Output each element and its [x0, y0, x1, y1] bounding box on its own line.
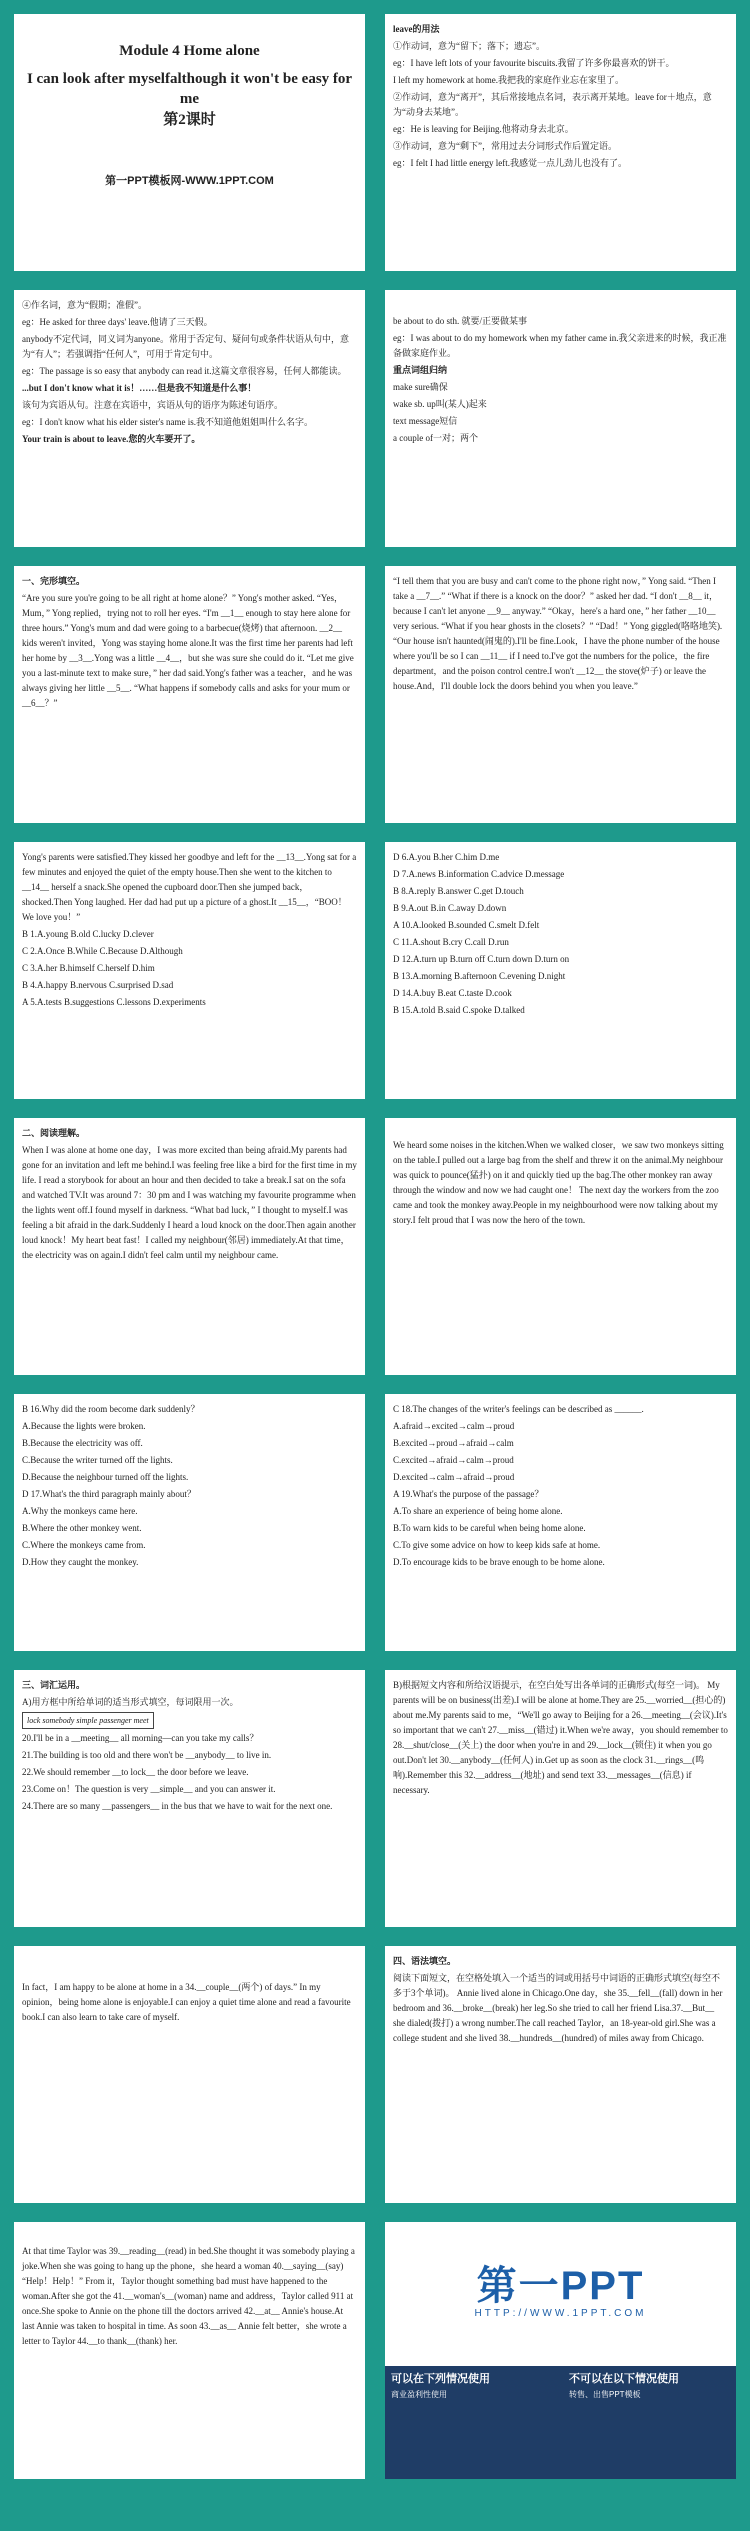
- text-line: ③作动词，意为“剩下”，常用过去分词形式作后置定语。: [393, 141, 617, 151]
- slide-vocab-b: [379, 1664, 742, 1933]
- slide-vocab-a: [8, 1664, 371, 1933]
- passage: Yong's parents were satisfied.They kissed her goodbye and left for the __13__.Yong sat for a few minutes and enjoyed the quiet of the empty house.Then she went to the kitchen to __14__ herself a snack.She opened the cupboard door.Then she jumped back，shocked.Then Yong laughed. Her dad had put up a picture of a ghost.It __15__，“BOO！We love you！”: [22, 852, 357, 922]
- question-line: C 18.The changes of the writer's feelings can be described as ______.: [393, 1404, 644, 1414]
- text-line: eg：He is leaving for Beijing.他将动身去北京。: [393, 124, 574, 134]
- choice-line: B.excited→proud→afraid→calm: [393, 1438, 514, 1448]
- choice-line: B.To warn kids to be careful when being home alone.: [393, 1523, 586, 1533]
- period-label: 第2课时: [163, 112, 216, 128]
- exercise-line: 20.I'll be in a __meeting__ all morning—can you take my calls？: [22, 1733, 259, 1743]
- choice-line: C.Because the writer turned off the lights.: [22, 1455, 173, 1465]
- text-line: anybody不定代词，同义词为anyone。常用于否定句、疑问句或条件状语从句中，意为“有人”；若强调指“任何人”，可用于肯定句中。: [22, 334, 349, 359]
- option-line: C 11.A.shout B.cry C.call D.run: [393, 937, 509, 947]
- slide-reading-questions-2: [379, 1388, 742, 1657]
- slide-cloze-options: [379, 836, 742, 1105]
- option-line: D 12.A.turn up B.turn off C.turn down D.turn on: [393, 954, 570, 964]
- passage: We heard some noises in the kitchen.When we walked closer，we saw two monkeys sitting on the table.I pulled out a large bag from the shelf and threw it on the animal.My neighbour was quick to pounce(猛扑) on it and quickly tied up the bag.The other monkey ran away through the window and now we had caught one！ The next day the workers from the zoo came and took the monkey away.People in my neighbourhood were now talking about my story.I felt proud that I was now the hero of the town.: [393, 1140, 724, 1225]
- option-line: A 5.A.tests B.suggestions C.lessons D.experiments: [22, 997, 206, 1007]
- slide-grammar-2: [8, 2216, 371, 2485]
- choice-line: A.afraid→excited→calm→proud: [393, 1421, 515, 1431]
- option-line: B 13.A.morning B.afternoon C.evening D.night: [393, 971, 566, 981]
- slide-cloze-3: [8, 836, 371, 1105]
- option-line: B 4.A.happy B.nervous C.surprised D.sad: [22, 980, 174, 990]
- question-line: B 16.Why did the room become dark suddenly？: [22, 1404, 200, 1414]
- brand-url: HTTP://WWW.1PPT.COM: [474, 2308, 647, 2319]
- passage: At that time Taylor was 39.__reading__(read) in bed.She thought it was somebody playing a joke.When she was going to hang up the phone，she heard a woman 40.__saying__(say) “Help！Help！” From it，Taylor thought something bad must have happened to the woman.After she got the 41.__woman's__(woman) name and address，Taylor called 911 at once.She spoke to Annie on the phone till the doctors arrived 42.__at__ Annie's house.At last Annie was taken to hospital in time. As soon 43.__as__ Annie felt better，she wrote a letter to Taylor 44.__to thank__(thank) her.: [22, 2246, 355, 2346]
- passage: When I was alone at home one day，I was more excited than being afraid.My parents had gone for an invitation and left me behind.I was feeling free like a bird for the first time in my life. I read a storybook for about an hour and then decided to take a break.I sat on the sofa and watched TV.It was around 7：30 pm and I was watching my favourite programme when the lights went off.I found myself in darkness. “What bad luck，” I thought to myself.I was feeling a bit afraid in the dark.Suddenly I heard a loud knock on the door.Then again another loud knock！My heart beat fast！I called my neighbour(邻居) immediately.At that time，the electricity was on again.I didn't feel calm until my neighbour came.: [22, 1145, 357, 1260]
- text-line: leave的用法: [393, 24, 440, 34]
- question-line: D 17.What's the third paragraph mainly about？: [22, 1489, 196, 1499]
- exercise-line: 23.Come on！The question is very __simple__ and you can answer it.: [22, 1784, 276, 1794]
- slide-reading-questions-1: [8, 1388, 371, 1657]
- text-line: a couple of一对；两个: [393, 433, 478, 443]
- slide-grammar-1: [379, 1940, 742, 2209]
- slide-reading-1: [8, 1112, 371, 1381]
- question-line: A 19.What's the purpose of the passage？: [393, 1489, 544, 1499]
- text-line: eg：I have left lots of your favourite biscuits.我留了许多你最喜欢的饼干。: [393, 58, 675, 68]
- slide-reading-2: [379, 1112, 742, 1381]
- instruction: A)用方框中所给单词的适当形式填空，每词限用一次。: [22, 1697, 239, 1707]
- passage: B)根据短文内容和所给汉语提示，在空白处写出各单词的正确形式(每空一词)。 My parents will be on business(出差).I will be alone at home.They are 25.__worried__(担心的) about me.My parents said to me，“We'll go away to Beijing for a 26.__meeting__(会议).It's so important that we can't 27.__miss__(错过) it.When we're away，you should remember to 28.__shut/close__(关上) the door when you're in and 29.__lock__(锁住) it when you go out.Don't let 30.__anybody__(任何人) in.Get up as soon as the clock 31.__rings__(鸣响).Remember this 32.__address__(地址) and send text 33.__messages__(信息) if necessary.: [393, 1680, 728, 1795]
- text-line: eg：I felt I had little energy left.我感觉一点儿劲儿也没有了。: [393, 158, 628, 168]
- choice-line: B.Because the electricity was off.: [22, 1438, 143, 1448]
- option-line: B 15.A.told B.said C.spoke D.talked: [393, 1005, 525, 1015]
- text-line: ②作动词，意为“离开”，其后常接地点名词，表示离开某地。leave for＋地点，意为“动身去某地”。: [393, 92, 712, 117]
- allowed-heading: 可以在下列情况使用: [391, 2373, 490, 2385]
- choice-line: C.Where the monkeys came from.: [22, 1540, 146, 1550]
- slide-leave-usage: [379, 8, 742, 277]
- text-line: 该句为宾语从句。注意在宾语中，宾语从句的语序为陈述句语序。: [22, 400, 284, 410]
- module-title: Module 4 Home alone: [119, 43, 260, 59]
- passage: “Are you sure you're going to be all right at home alone？” Yong's mother asked. “Yes，Mum，” Yong replied，trying not to roll her eyes. “I'm __1__ enough to stay here alone for three hours.” Yong's mum and dad were going to a barbecue(烧烤) that afternoon. __2__ kids weren't invited，Yong was staying home alone.It was the first time her parents had left her home by __3__.Yong was a little __4__，but she was sure she could do it. “Let me give you a last-minute text to make sure，” her dad said.Yong's father was a teacher，and he was always giving her little __5__. “What happens if somebody calls and asks for your mum or __6__？”: [22, 593, 354, 708]
- brand-logo: 第一PPT: [476, 2264, 645, 2308]
- option-line: B 9.A.out B.in C.away D.down: [393, 903, 507, 913]
- exercise-line: 22.We should remember __to lock__ the door before we leave.: [22, 1767, 249, 1777]
- choice-line: A.Because the lights were broken.: [22, 1421, 146, 1431]
- passage: 阅读下面短文，在空格处填入一个适当的词或用括号中词语的正确形式填空(每空不多于3个单词)。 Annie lived alone in Chicago.One day，she 35.__fell__(fall) down in her bedroom and 36.__broke__(break) her leg.So she tried to call her friend Lisa.37.__But__ she dialed(拨打) a wrong number.The call reached Taylor，an 18-year-old girl.She was a college student and she lived 38.__hundreds__(hundred) of miles away from Chicago.: [393, 1973, 723, 2043]
- choice-line: B.Where the other monkey went.: [22, 1523, 142, 1533]
- forbidden-heading: 不可以在以下情况使用: [569, 2373, 679, 2385]
- option-line: C 2.A.Once B.While C.Because D.Although: [22, 946, 183, 956]
- slide-anybody: [8, 284, 371, 553]
- slide-cloze-1: [8, 560, 371, 829]
- option-line: A 10.A.looked B.sounded C.smelt D.felt: [393, 920, 540, 930]
- exercise-line: 24.There are so many __passengers__ in the bus that we have to wait for the next one.: [22, 1801, 333, 1811]
- text-line: ①作动词，意为“留下；落下；遗忘”。: [393, 41, 545, 51]
- choice-line: D.To encourage kids to be brave enough to be home alone.: [393, 1557, 605, 1567]
- choice-line: A.Why the monkeys came here.: [22, 1506, 138, 1516]
- text-line: eg：The passage is so easy that anybody can read it.这篇文章很容易，任何人都能读。: [22, 366, 347, 376]
- text-line: eg：I was about to do my homework when my father came in.我父亲进来的时候，我正准备做家庭作业。: [393, 333, 727, 358]
- slide-cloze-2: [379, 560, 742, 829]
- lesson-title: I can look after myselfalthough it won't be easy for me: [26, 71, 353, 107]
- text-line: be about to do sth. 就要/正要做某事: [393, 316, 527, 326]
- slide-brand-ending: [379, 2216, 742, 2485]
- section-heading: 三、词汇运用。: [22, 1680, 86, 1690]
- option-line: C 3.A.her B.himself C.herself D.him: [22, 963, 155, 973]
- section-heading: 一、完形填空。: [22, 576, 86, 586]
- slide-phrases: [379, 284, 742, 553]
- allowed-text: 商业盈利性使用: [391, 2390, 447, 2399]
- text-line: make sure确保: [393, 382, 448, 392]
- passage: “I tell them that you are busy and can't come to the phone right now，” Yong said. “Then I take a __7__.” “What if there is a knock on the door？” asked her dad. “I don't __8__ it，because I can't let anyone __9__ anyway.” “Okay，here's a hard one，” her father __10__ very serious. “What if you hear ghosts in the closets？” “Dad！” Yong giggled(咯咯地笑). “Our house isn't haunted(闹鬼的).I'll be fine.Look，I have the phone number of the house where you'll be so I can __11__ if I need to.I've got the numbers for the police，the fire department，and the poison control centre.I won't __12__ the stove(炉子) or leave the house.And，I'll double lock the doors behind you when you leave.”: [393, 576, 723, 691]
- text-line: eg：I don't know what his elder sister's name is.我不知道他姐姐叫什么名字。: [22, 417, 313, 427]
- option-line: D 14.A.buy B.eat C.taste D.cook: [393, 988, 512, 998]
- text-line: 重点词组归纳: [393, 365, 448, 375]
- text-line: wake sb. up叫(某人)起来: [393, 399, 487, 409]
- text-line: ④作名词，意为“假期；准假”。: [22, 300, 147, 310]
- text-line: Your train is about to leave.您的火车要开了。: [22, 434, 201, 444]
- word-box: lock somebody simple passenger meet: [22, 1712, 154, 1729]
- choice-line: A.To share an experience of being home alone.: [393, 1506, 563, 1516]
- text-line: text message短信: [393, 416, 458, 426]
- option-line: B 1.A.young B.old C.lucky D.clever: [22, 929, 154, 939]
- choice-line: D.How they caught the monkey.: [22, 1557, 139, 1567]
- option-line: D 6.A.you B.her C.him D.me: [393, 852, 500, 862]
- slide-vocab-b-cont: [8, 1940, 371, 2209]
- text-line: eg：He asked for three days' leave.他请了三天假。: [22, 317, 213, 327]
- option-line: D 7.A.news B.information C.advice D.message: [393, 869, 565, 879]
- option-line: B 8.A.reply B.answer C.get D.touch: [393, 886, 524, 896]
- choice-line: C.To give some advice on how to keep kids safe at home.: [393, 1540, 601, 1550]
- text-line: I left my homework at home.我把我的家庭作业忘在家里了。: [393, 75, 624, 85]
- choice-line: C.excited→afraid→calm→proud: [393, 1455, 514, 1465]
- exercise-line: 21.The building is too old and there won't be __anybody__ to live in.: [22, 1750, 272, 1760]
- text-line: ...but I don't know what it is！……但是我不知道是什么事！: [22, 383, 257, 393]
- forbidden-text: 转售、出售PPT模板: [569, 2390, 641, 2399]
- section-heading: 二、阅读理解。: [22, 1128, 86, 1138]
- section-heading: 四、语法填空。: [393, 1956, 457, 1966]
- choice-line: D.Because the neighbour turned off the lights.: [22, 1472, 189, 1482]
- slide-title: [8, 8, 371, 277]
- site-watermark: 第一PPT模板网-WWW.1PPT.COM: [105, 175, 274, 187]
- choice-line: D.excited→calm→afraid→proud: [393, 1472, 515, 1482]
- passage: In fact，I am happy to be alone at home in a 34.__couple__(两个) of days.” In my opinion，being home alone is enjoyable.I can enjoy a quiet time alone and read a favourite book.I can also learn to take care of myself.: [22, 1982, 351, 2022]
